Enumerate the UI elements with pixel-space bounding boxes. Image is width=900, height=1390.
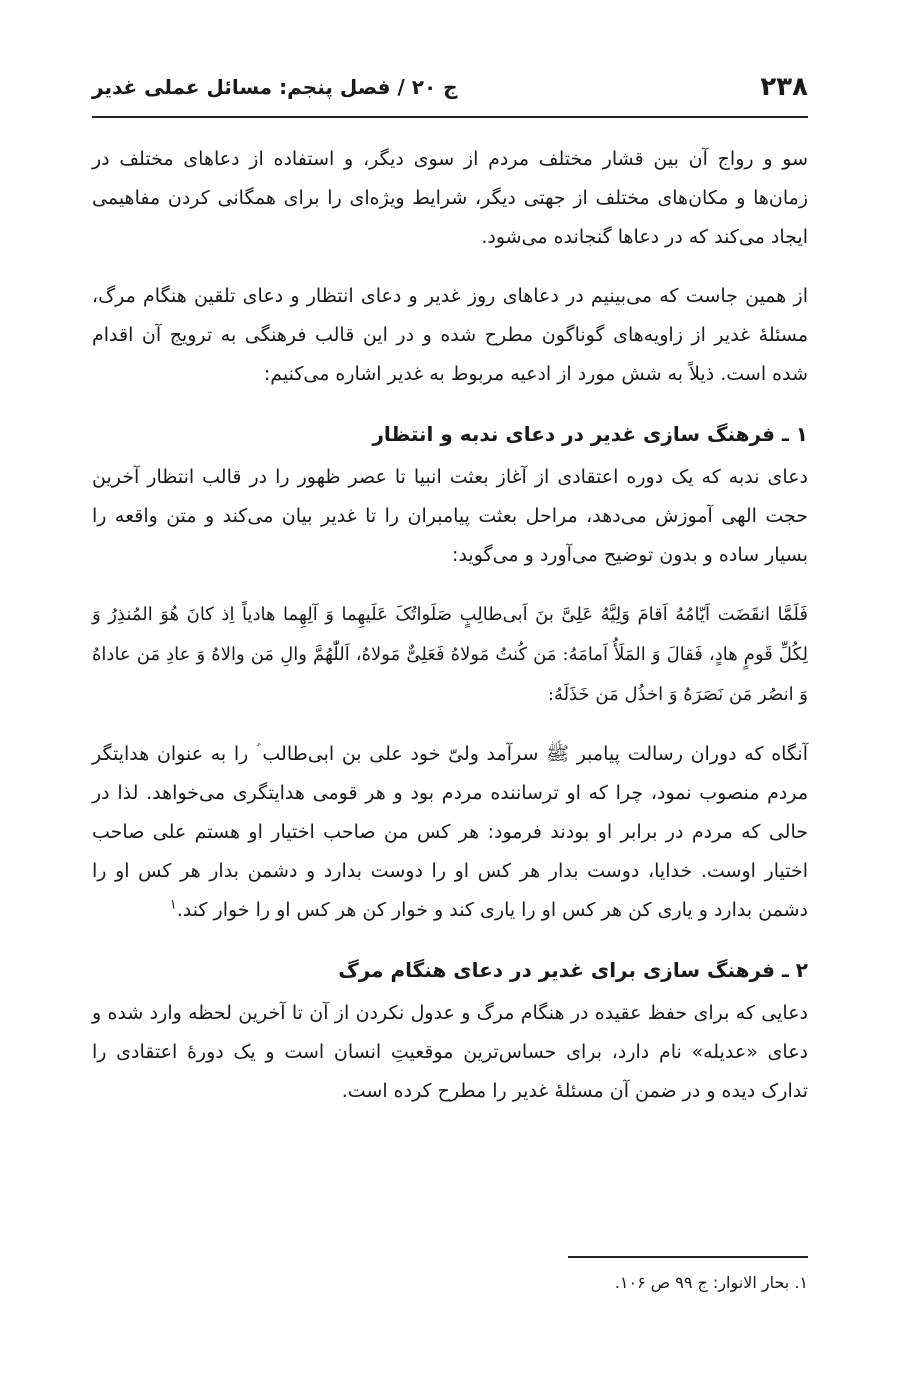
paragraph-1: سو و رواج آن بین قشار مختلف مردم از سوی دیگر، و استفاده از دعاهای مختلف در زمان‌ها و مکان‌های مختلف از جهتی دیگر، شرایط ویژه‌ای را برای همگانی کردن مفاهیمی ایجاد می‌کند که در دعاها گنجانده می‌شود.	[92, 148, 808, 248]
footnote: ۱. بحار الانوار: ج ۹۹ ص ۱۰۶.	[614, 1273, 808, 1292]
page-number: ۲۳۸	[760, 72, 808, 102]
page-body	[92, 140, 808, 1131]
section-heading-1: ۱ ـ فرهنگ سازی غدیر در دعای ندبه و انتظار	[372, 422, 808, 446]
paragraph-4	[92, 735, 808, 930]
page-header	[92, 62, 808, 112]
running-title: ج ۲۰ / فصل پنجم: مسائل عملی غدیر	[92, 75, 458, 99]
paragraph-5: دعایی که برای حفظ عقیده در هنگام مرگ و عدول نکردن از آن تا آخرین لحظه وارد شده و دعای «عدیله» نام دارد، برای حساس‌ترین موقعیتِ انسان است و یک دورهٔ اعتقادی را تدارک دیده و در ضمن آن مسئلهٔ غدیر را مطرح کرده است.	[92, 1002, 808, 1102]
arabic-quote: فَلَمَّا انقَضَت اَیّامُهُ اَقامَ وَلِیَّهُ عَلِیَّ بنَ اَبی‌طالِبٍ صَلَواتُکَ عَلَیهِما وَ آلِهِما هادیاً اِذ کانَ هُوَ المُنذِرُ وَ لِکُلِّ قَومٍ هادٍ، فَقالَ وَ المَلَأُ اَمامَهُ: مَن کُنتُ مَولاهُ فَعَلِیٌّ مَولاهُ، اَللّٰهُمَّ والِ مَن والاهُ وَ عادِ مَن عاداهُ وَ انصُر مَن نَصَرَهُ وَ اخذُل مَن خَذَلَهُ:	[92, 604, 808, 705]
paragraph-2: از همین جاست که می‌بینیم در دعاهای روز غدیر و دعای انتظار و دعای تلقین هنگام مرگ، مسئلهٔ غدیر از زاویه‌های گوناگون مطرح شده و در این قالب فرهنگی به ترویج آن اقدام شده است. ذیلاً به شش مورد از ادعیه مربوط به غدیر اشاره می‌کنیم:	[92, 285, 808, 385]
section-heading-2: ۲ ـ فرهنگ سازی برای غدیر در دعای هنگام مرگ	[338, 958, 808, 982]
footnote-marker[interactable]: ۱	[169, 897, 177, 913]
footnote-divider	[568, 1256, 808, 1258]
paragraph-3: دعای ندبه که یک دوره اعتقادی از آغاز بعثت انبیا تا عصر ظهور را در قالب انتظار آخرین حجت الهی آموزش می‌دهد، مراحل بعثت پیامبران را تا غدیر بیان می‌کند و متن واقعه را بسیار ساده و بدون توضیح می‌آورد و می‌گوید:	[92, 466, 808, 566]
header-divider	[92, 116, 808, 118]
paragraph-4-text: آنگاه که دوران رسالت پیامبر ﷺ سرآمد ولیّ خود علی بن ابی‌طالب ؑ را به عنوان هدایتگر مردم منصوب نمود، چرا که او ترساننده مردم بود و هر قومی هدایتگری می‌خواهد. لذا در حالی که مردم در برابر او بودند فرمود: هر کس من صاحب اختیار او هستم علی صاحب اختیار اوست. خدایا، دوست بدار هر کس او را دوست بدارد و دشمن بدار هر کس او را دشمن بدارد و یاری کن هر کس او را یاری کند و خوار کن هر کس او را خوار کند.	[92, 743, 808, 921]
